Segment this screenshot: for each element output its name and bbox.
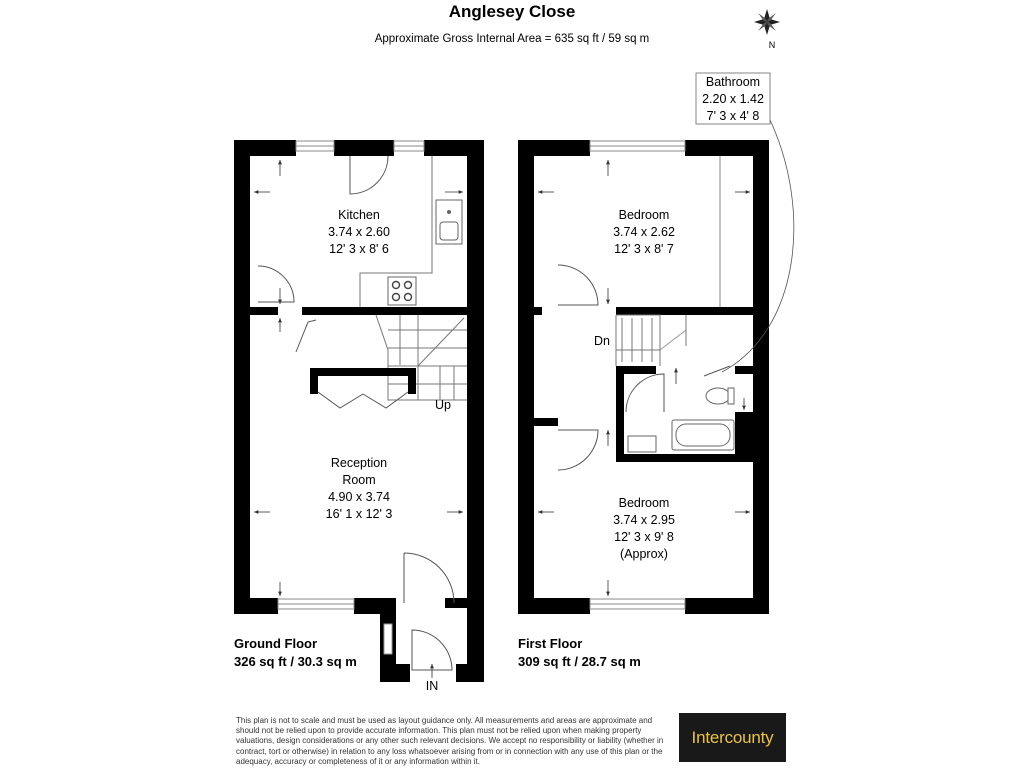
staircase (376, 315, 467, 400)
bedroom2-note: (Approx) (620, 547, 668, 561)
wall (518, 140, 590, 156)
wall (616, 307, 753, 315)
wall (445, 598, 484, 608)
toilet-icon (706, 388, 730, 404)
bathroom-imperial: 7' 3 x 4' 8 (706, 109, 760, 123)
wall (616, 366, 624, 462)
reception-name-line2: Room (342, 473, 376, 487)
wall (234, 140, 250, 614)
plan-subtitle: Approximate Gross Internal Area = 635 sq ft / 59 sq m (374, 33, 650, 45)
compass-north-label: N (768, 40, 776, 50)
wall (334, 140, 394, 156)
bedroom2-metric: 3.74 x 2.95 (613, 513, 675, 527)
ground-floor-plan (234, 140, 484, 693)
entrance-label: IN (425, 679, 439, 693)
wall (518, 140, 534, 614)
intercounty-logo (679, 713, 786, 762)
door-swing (404, 553, 454, 603)
bathroom-name: Bathroom (705, 75, 761, 89)
door-swing (558, 265, 598, 305)
wall (380, 664, 410, 682)
wall (456, 664, 484, 682)
brand-name: Intercounty (691, 727, 774, 747)
wall (234, 598, 278, 614)
wall (735, 412, 753, 462)
bedroom2-imperial: 12' 3 x 9' 8 (614, 530, 674, 544)
hob-icon (388, 277, 416, 305)
wall (685, 598, 769, 614)
first-floor-area: 309 sq ft / 28.7 sq m (518, 654, 641, 669)
ground-floor-name: Ground Floor (234, 636, 318, 651)
wall (302, 307, 467, 315)
compass-rose-icon (754, 9, 780, 50)
plan-title: Anglesey Close (448, 2, 576, 21)
bathroom-metric: 2.20 x 1.42 (702, 92, 764, 106)
door-swing (558, 430, 598, 470)
wall (616, 454, 753, 462)
wall (310, 368, 416, 376)
kitchen-name: Kitchen (338, 208, 380, 222)
basin-icon (628, 436, 656, 452)
wall (753, 140, 769, 614)
first-floor-name: First Floor (518, 636, 583, 651)
wall (250, 307, 278, 315)
door-swing (350, 156, 388, 194)
kitchen-imperial: 12' 3 x 8' 6 (329, 242, 389, 256)
bedroom1-metric: 3.74 x 2.62 (613, 225, 675, 239)
stairs-up-label: Up (435, 398, 451, 412)
reception-imperial: 16' 1 x 12' 3 (325, 507, 393, 521)
ground-floor-area: 326 sq ft / 30.3 sq m (234, 654, 357, 669)
kitchen-metric: 3.74 x 2.60 (328, 225, 390, 239)
first-floor-plan (518, 73, 794, 669)
bedroom2-name: Bedroom (618, 496, 670, 510)
porch-window (384, 624, 392, 654)
door-swing (626, 374, 664, 412)
reception-name-line1: Reception (330, 456, 388, 470)
wall (518, 598, 590, 614)
wall (534, 418, 558, 426)
bedroom1-imperial: 12' 3 x 8' 7 (614, 242, 674, 256)
staircase (616, 315, 686, 366)
wall (234, 140, 296, 156)
cupboard-door (318, 392, 363, 408)
reception-metric: 4.90 x 3.74 (328, 490, 390, 504)
disclaimer-text: This plan is not to scale and must be used as layout guidance only. All measurements and areas are approximate and should not be relied upon to provide accurate information. This plan must not be relied upon when making property valuations, design considerations or any other such relevant decisions. We accept no responsibility or liability (whether in contract, tort or otherwise) in relation to any loss whatsoever arising from or in connection with any use of this plan or the adequacy, accuracy or completeness of it or any information within it. (236, 716, 664, 766)
door-swing (258, 266, 294, 302)
stairs-down-label: Dn (594, 334, 610, 348)
bedroom1-name: Bedroom (618, 208, 670, 222)
